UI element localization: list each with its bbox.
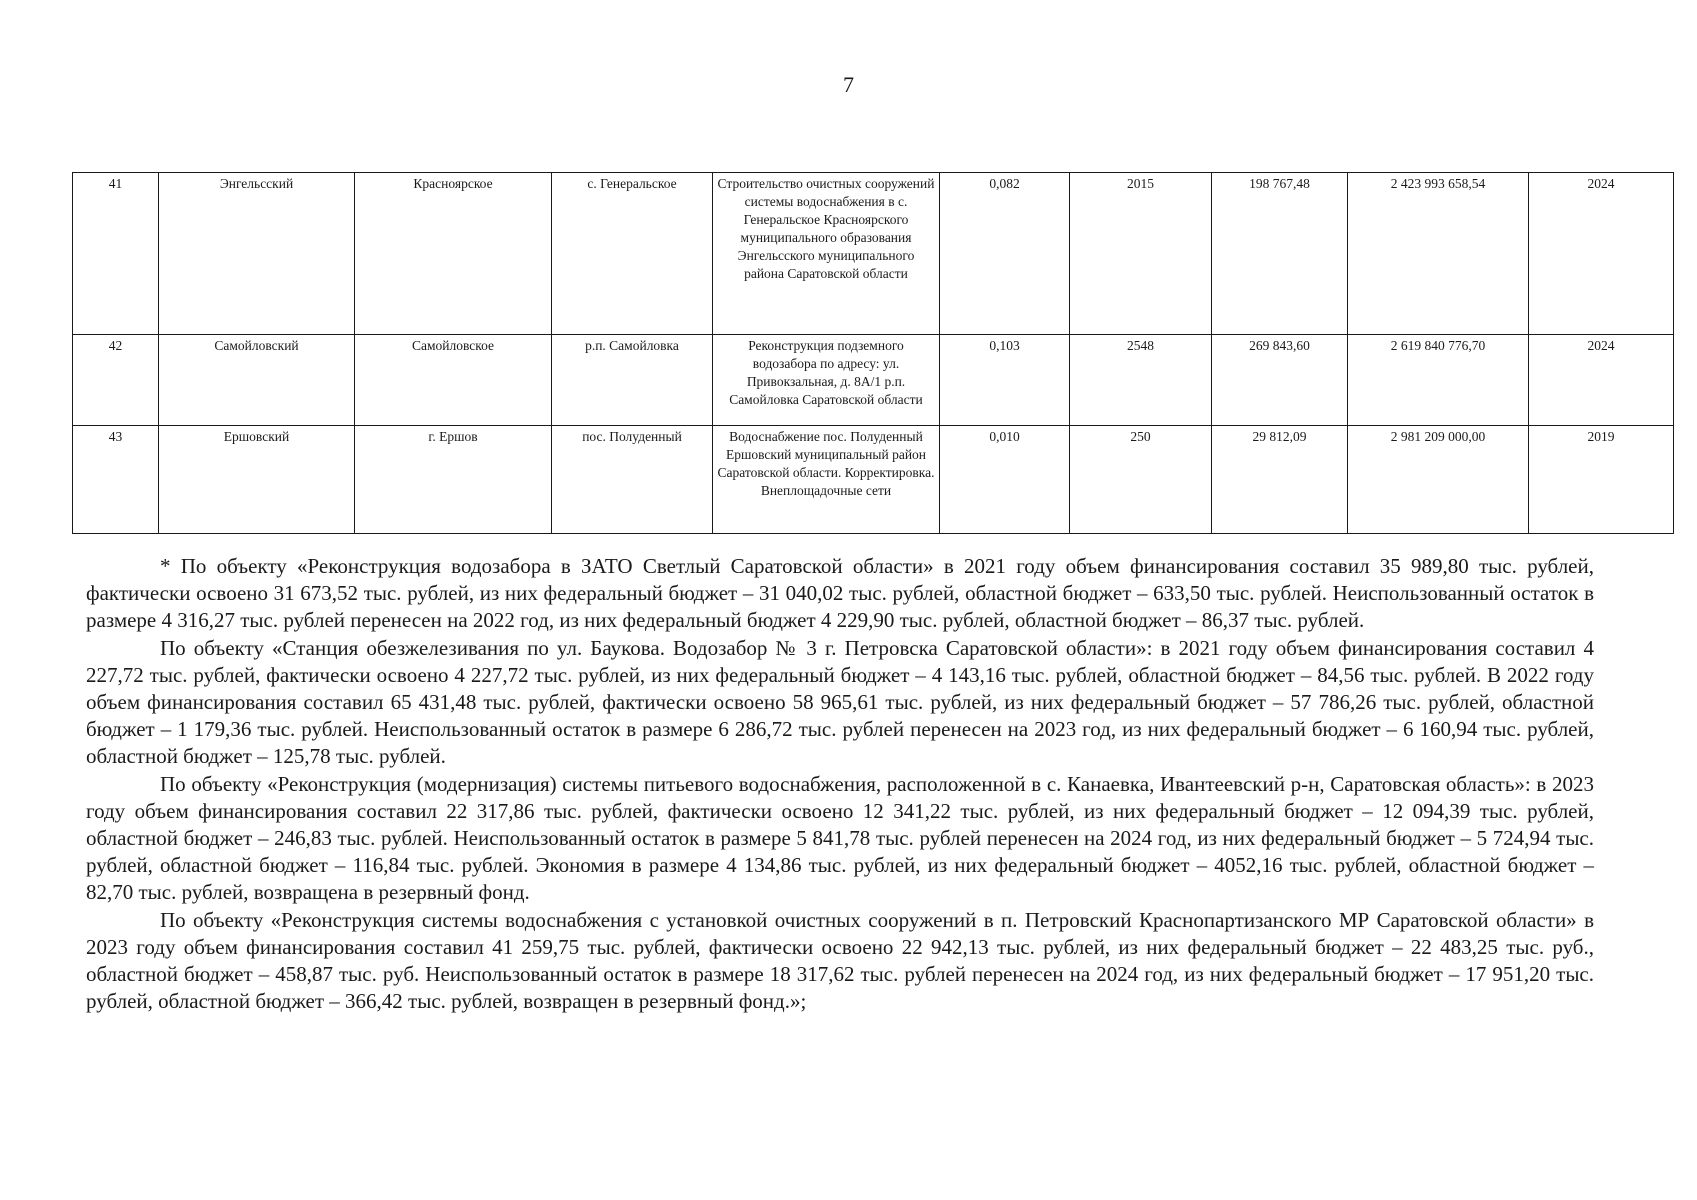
object-name-cell: Реконструкция подземного водозабора по адресу: ул. Привокзальная, д. 8А/1 р.п. Самойловка Саратовской области — [713, 335, 940, 426]
settlement-cell: с. Генеральское — [552, 173, 713, 335]
settlement-cell: пос. Полуденный — [552, 426, 713, 534]
municipality-cell: г. Ершов — [355, 426, 552, 534]
population-cell: 2548 — [1070, 335, 1212, 426]
population-cell: 250 — [1070, 426, 1212, 534]
district-cell: Ершовский — [159, 426, 355, 534]
table-row — [73, 426, 1674, 534]
settlement-cell: р.п. Самойловка — [552, 335, 713, 426]
capacity-cell: 0,103 — [940, 335, 1070, 426]
district-cell: Самойловский — [159, 335, 355, 426]
district-cell: Энгельсский — [159, 173, 355, 335]
footnotes — [86, 553, 1594, 1015]
object-name-cell: Водоснабжение пос. Полуденный Ершовский муниципальный район Саратовской области. Корректировка. Внеплощадочные сети — [713, 426, 940, 534]
cost-cell: 29 812,09 — [1212, 426, 1348, 534]
footnote-paragraph: По объекту «Реконструкция системы водоснабжения с установкой очистных сооружений в п. Петровский Краснопартизанского МР Саратовской области» в 2023 году объем финансирования составил 41 259,75 тыс. рублей, фактически освоено 22 942,13 тыс. рублей, из них федеральный бюджет – 22 483,25 тыс. руб., областной бюджет – 458,87 тыс. руб. Неиспользованный остаток в размере 18 317,62 тыс. рублей перенесен на 2024 год, из них федеральный бюджет – 17 951,20 тыс. рублей, областной бюджет – 366,42 тыс. рублей, возвращен в резервный фонд.»; — [86, 908, 1594, 1013]
cost-cell: 269 843,60 — [1212, 335, 1348, 426]
year-cell: 2024 — [1529, 335, 1674, 426]
total-cell: 2 619 840 776,70 — [1348, 335, 1529, 426]
total-cell: 2 981 209 000,00 — [1348, 426, 1529, 534]
total-cell: 2 423 993 658,54 — [1348, 173, 1529, 335]
table-row — [73, 335, 1674, 426]
row-number: 43 — [73, 426, 159, 534]
objects-table — [72, 172, 1674, 534]
table-row — [73, 173, 1674, 335]
capacity-cell: 0,010 — [940, 426, 1070, 534]
row-number: 41 — [73, 173, 159, 335]
object-name-cell: Строительство очистных сооружений системы водоснабжения в с. Генеральское Красноярского муниципального образования Энгельсского муниципального района Саратовской области — [713, 173, 940, 335]
year-cell: 2024 — [1529, 173, 1674, 335]
footnote-paragraph: * По объекту «Реконструкция водозабора в ЗАТО Светлый Саратовской области» в 2021 году объем финансирования составил 35 989,80 тыс. рублей, фактически освоено 31 673,52 тыс. рублей, из них федеральный бюджет – 31 040,02 тыс. рублей, областной бюджет – 633,50 тыс. рублей. Неиспользованный остаток в размере 4 316,27 тыс. рублей перенесен на 2022 год, из них федеральный бюджет 4 229,90 тыс. рублей, областной бюджет – 86,37 тыс. рублей. — [86, 554, 1594, 632]
population-cell: 2015 — [1070, 173, 1212, 335]
municipality-cell: Самойловское — [355, 335, 552, 426]
row-number: 42 — [73, 335, 159, 426]
cost-cell: 198 767,48 — [1212, 173, 1348, 335]
page-number: 7 — [843, 72, 854, 97]
footnote-paragraph: По объекту «Станция обезжелезивания по ул. Баукова. Водозабор № 3 г. Петровска Саратовской области»: в 2021 году объем финансирования составил 4 227,72 тыс. рублей, фактически освоено 4 227,72 тыс. рублей, из них федеральный бюджет – 4 143,16 тыс. рублей, областной бюджет – 84,56 тыс. рублей. В 2022 году объем финансирования составил 65 431,48 тыс. рублей, фактически освоено 58 965,61 тыс. рублей, из них федеральный бюджет – 57 786,26 тыс. рублей, областной бюджет – 1 179,36 тыс. рублей. Неиспользованный остаток в размере 6 286,72 тыс. рублей перенесен на 2023 год, из них федеральный бюджет – 6 160,94 тыс. рублей, областной бюджет – 125,78 тыс. рублей. — [86, 636, 1594, 768]
year-cell: 2019 — [1529, 426, 1674, 534]
capacity-cell: 0,082 — [940, 173, 1070, 335]
municipality-cell: Красноярское — [355, 173, 552, 335]
footnote-paragraph: По объекту «Реконструкция (модернизация) системы питьевого водоснабжения, расположенной в с. Канаевка, Ивантеевский р-н, Саратовская область»: в 2023 году объем финансирования составил 22 317,86 тыс. рублей, фактически освоено 12 341,22 тыс. рублей, из них федеральный бюджет – 12 094,39 тыс. рублей, областной бюджет – 246,83 тыс. рублей. Неиспользованный остаток в размере 5 841,78 тыс. рублей перенесен на 2024 год, из них федеральный бюджет – 5 724,94 тыс. рублей, областной бюджет – 116,84 тыс. рублей. Экономия в размере 4 134,86 тыс. рублей, из них федеральный бюджет – 4052,16 тыс. рублей, областной бюджет – 82,70 тыс. рублей, возвращена в резервный фонд. — [86, 772, 1594, 904]
